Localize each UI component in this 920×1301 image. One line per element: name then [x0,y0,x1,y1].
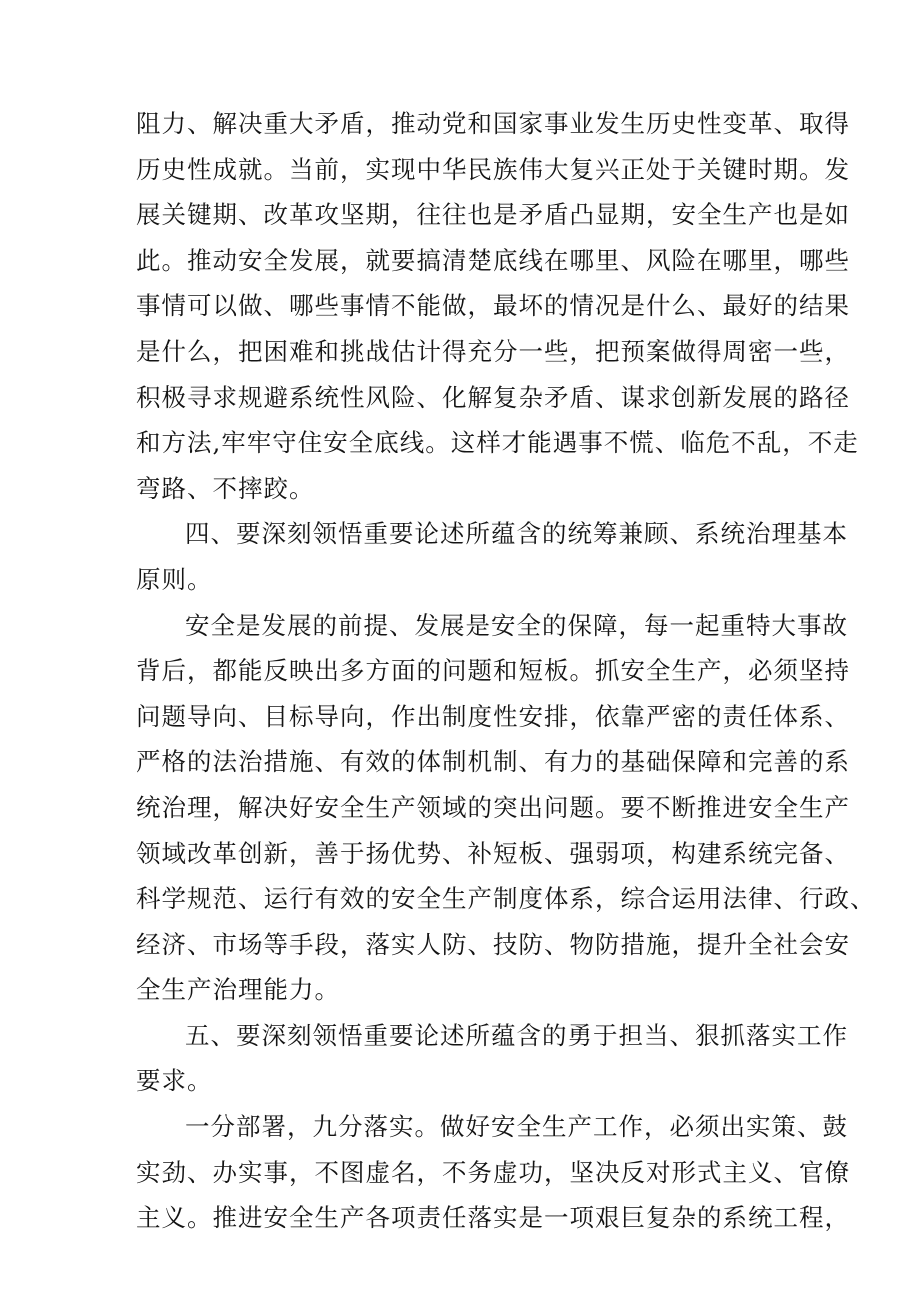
paragraph [136,101,859,511]
section-heading [136,511,848,602]
text-line: 展关键期、改革攻坚期，往往也是矛盾凸显期，安全生产也是如 [136,200,850,230]
text-line: 和方法,牢牢守住安全底线。这样才能遇事不慌、临危不乱，不走 [136,428,859,458]
paragraph [136,603,876,1013]
text-line: 五、要深刻领悟重要论述所蕴含的勇于担当、狠抓落实工作 [185,1020,848,1050]
text-line: 背后，都能反映出多方面的问题和短板。抓安全生产，必须坚持 [136,656,850,686]
text-line: 主义。推进安全生产各项责任落实是一项艰巨复杂的系统工程， [136,1203,850,1233]
text-line: 统治理，解决好安全生产领域的突出问题。要不断推进安全生产 [136,792,850,822]
text-line: 此。推动安全发展，就要搞清楚底线在哪里、风险在哪里，哪些 [136,245,850,275]
paragraph [136,1104,850,1241]
text-line: 一分部署，九分落实。做好安全生产工作，必须出实策、鼓 [185,1112,848,1142]
text-line: 经济、市场等手段，落实人防、技防、物防措施，提升全社会安 [136,929,850,959]
text-line: 安全是发展的前提、发展是安全的保障，每一起重特大事故 [185,610,848,640]
document-page [136,101,876,1241]
text-line: 问题导向、目标导向，作出制度性安排，依靠严密的责任体系、 [136,701,850,731]
text-line: 四、要深刻领悟重要论述所蕴含的统筹兼顾、系统治理基本 [185,519,848,549]
text-line: 历史性成就。当前，实现中华民族伟大复兴正处于关键时期。发 [136,154,850,184]
section-heading [136,1013,848,1104]
text-line: 积极寻求规避系统性风险、化解复杂矛盾、谋求创新发展的路径 [136,382,850,412]
text-line: 科学规范、运行有效的安全生产制度体系，综合运用法律、行政、 [136,884,876,914]
text-line: 领域改革创新，善于扬优势、补短板、强弱项，构建系统完备、 [136,838,850,868]
text-line: 全生产治理能力。 [136,975,340,1005]
text-line: 阻力、解决重大矛盾，推动党和国家事业发生历史性变革、取得 [136,109,850,138]
text-line: 严格的法治措施、有效的体制机制、有力的基础保障和完善的系 [136,747,850,777]
text-line: 实劲、办实事，不图虚名，不务虚功，坚决反对形式主义、官僚 [136,1157,850,1187]
text-line: 是什么，把困难和挑战估计得充分一些，把预案做得周密一些， [136,336,850,366]
text-line: 事情可以做、哪些事情不能做，最坏的情况是什么、最好的结果 [136,291,850,321]
text-line: 原则。 [136,564,213,594]
text-line: 弯路、不摔跤。 [136,473,315,503]
text-line: 要求。 [136,1066,213,1096]
